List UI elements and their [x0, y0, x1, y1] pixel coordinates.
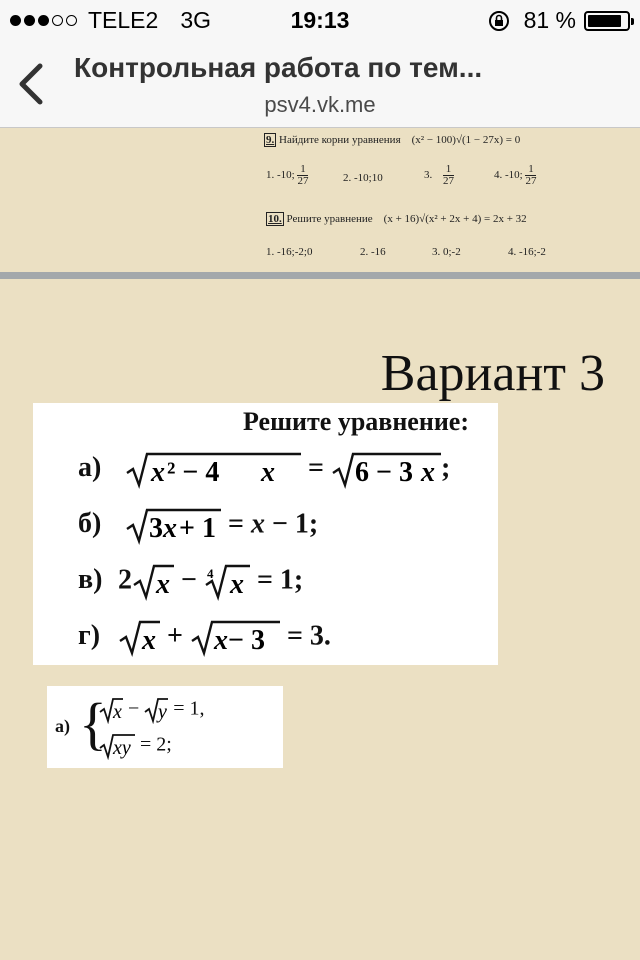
status-bar	[0, 0, 640, 40]
sqrt-sign-icon	[125, 507, 221, 545]
sqrt-sign-icon	[331, 451, 441, 489]
equation-v: в) 2 x − 4 x = 1;	[78, 564, 304, 600]
question-10: 10. Решите уравнение (x + 16)√(x² + 2x + 4) = 2x + 32	[268, 213, 527, 225]
svg-text:− 3: − 3	[227, 625, 265, 656]
battery-icon	[584, 11, 630, 31]
network-type: 3G	[180, 7, 212, 33]
page-divider	[0, 272, 640, 279]
svg-text:3: 3	[149, 513, 163, 544]
question-10-answer-1: 1. -16;-2;0	[266, 246, 313, 258]
equation-a: а) x ² − 4 x = 6 − 3 x ;	[78, 452, 451, 488]
status-time: 19:13	[290, 7, 350, 33]
equations-image	[33, 403, 498, 665]
sqrt-sign-icon	[132, 563, 174, 601]
svg-text:x: x	[163, 513, 177, 544]
sqrt-sign-icon	[190, 619, 280, 657]
svg-text:x: x	[420, 457, 435, 488]
sqrt-sign-icon	[118, 619, 160, 657]
sqrt-sign-icon	[125, 451, 301, 489]
svg-text:x: x	[151, 457, 165, 488]
document-viewer[interactable]	[0, 128, 640, 960]
sqrt-sign-icon	[99, 696, 123, 724]
sqrt-sign-icon	[99, 732, 135, 760]
question-9-answer-3: 3. $\frac{1}{27}$	[424, 163, 454, 187]
previous-page-fragment	[0, 128, 640, 272]
system-image: а) { x − y = 1, xy = 2;	[47, 686, 283, 768]
svg-text:xy: xy	[113, 737, 131, 759]
carrier-name: TELE2	[88, 7, 159, 33]
svg-text:x: x	[213, 625, 228, 656]
equation-g: г) x + x − 3 = 3.	[78, 620, 331, 656]
question-9-answers: 1. -10; $\frac{1}{27}$	[266, 163, 309, 187]
svg-text:x: x	[142, 625, 156, 656]
page-title: Контрольная работа по тем...	[74, 52, 483, 83]
svg-text:y: y	[158, 701, 168, 723]
question-10-answer-3: 3. 0;-2	[432, 246, 461, 258]
page-url: psv4.vk.me	[264, 92, 376, 117]
svg-text:+ 1: + 1	[179, 513, 216, 544]
navigation-bar	[0, 40, 640, 128]
svg-text:6 − 3: 6 − 3	[354, 457, 413, 488]
svg-text:x: x	[156, 569, 170, 600]
system-line-2: xy = 2;	[99, 732, 172, 760]
equation-b: б) 3 x + 1 = x − 1;	[78, 508, 319, 544]
svg-text:² − 4: ² − 4	[167, 457, 220, 488]
svg-text:x: x	[261, 457, 275, 488]
rotation-lock-icon	[488, 10, 510, 32]
battery-percent: 81 %	[523, 7, 576, 33]
task-heading: Решите уравнение:	[243, 407, 470, 436]
svg-text:x: x	[113, 701, 122, 723]
question-9: 9. Найдите корни уравнения (x² − 100)√(1 − 27x) = 0	[266, 134, 521, 146]
brace-icon: {	[79, 691, 107, 756]
question-9-answer-2: 2. -10;10	[343, 172, 383, 184]
sqrt-sign-icon	[144, 696, 168, 724]
fourth-root-sign-icon	[204, 563, 250, 601]
svg-text:4: 4	[206, 566, 214, 581]
system-line-1: x − y = 1,	[99, 696, 205, 724]
question-10-answer-2: 2. -16	[360, 246, 386, 258]
svg-text:x: x	[229, 569, 244, 600]
question-10-answer-4: 4. -16;-2	[508, 246, 546, 258]
question-9-answer-4: 4. -10; $\frac{1}{27}$	[494, 163, 537, 187]
variant-title: Вариант 3	[380, 345, 605, 402]
